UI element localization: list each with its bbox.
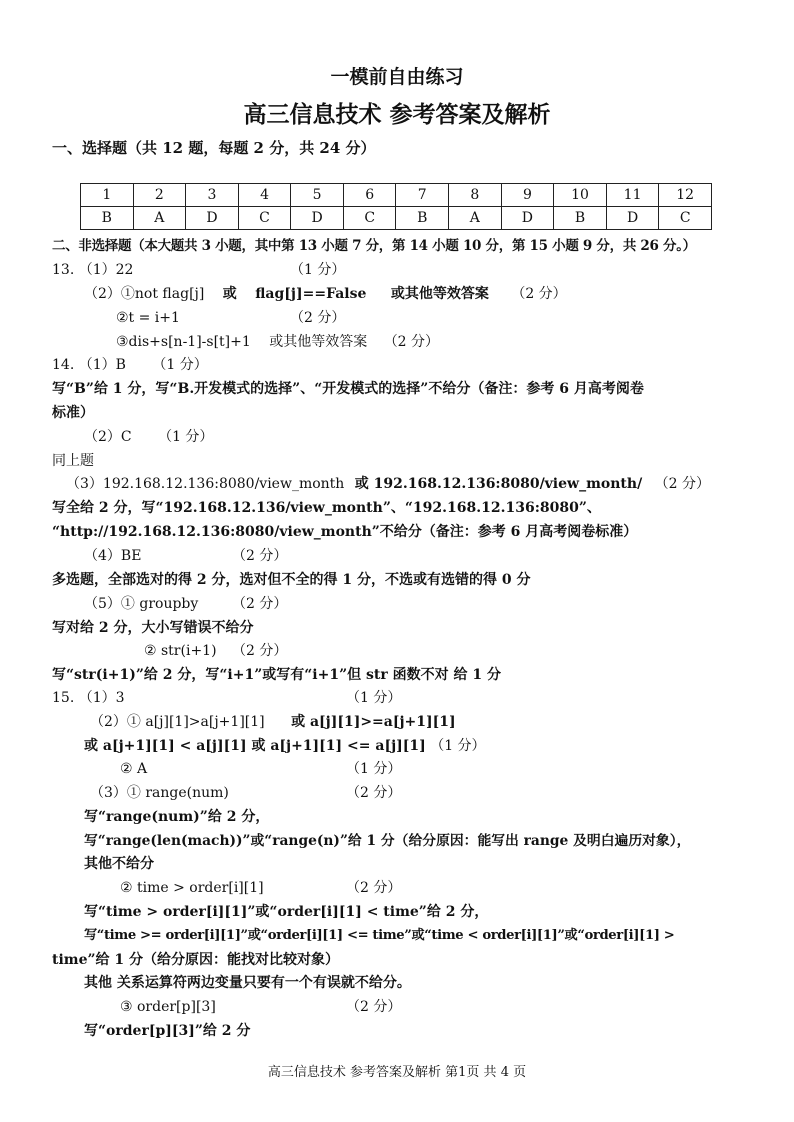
q14-rule1: 写“B”给 1 分，写“B.开发模式的选择”、“开发模式的选择”不给分（备注：参考 6 月高考阅卷 [52, 381, 644, 397]
q14-part4-score: （2 分） [232, 548, 288, 564]
q13-part3: ②t = i+1 [116, 310, 180, 326]
q15-rule4b: 写“range(len(mach))”或“range(n)”给 1 分（给分原因：能写出 range 及明白遍历对象）， [84, 833, 691, 849]
q15-part6-score: （2 分） [346, 999, 402, 1015]
q15-part3-score: （1 分） [346, 761, 402, 777]
table-cell: A [133, 207, 186, 230]
page-title: 高三信息技术 参考答案及解析 [243, 101, 551, 128]
score-text: （2 分） [654, 476, 710, 492]
table-cell: D [501, 207, 554, 230]
q15-rule5b: 写“time >= order[i][1]”或“order[i][1] <= time”或“time < order[i][1]”或“order[i][1] > [84, 928, 675, 943]
note-text: 或其他等效答案 [390, 286, 489, 302]
q15-part2-alt [84, 736, 486, 756]
q15-rule6: 写“order[p][3]”给 2 分 [84, 1023, 251, 1039]
q14-rule6: 写“str(i+1)”给 2 分，写“i+1”或写有“i+1”但 str 函数不对 给 1 分 [52, 667, 501, 683]
q13-part2 [84, 284, 567, 304]
table-cell: C [659, 207, 712, 230]
table-cell: 8 [449, 184, 502, 207]
answer-table [80, 183, 712, 230]
q14-part3 [66, 474, 710, 494]
q15-part3: ② A [120, 761, 148, 777]
score-text: （2 分） [511, 286, 567, 302]
table-cell: 1 [81, 184, 134, 207]
q13-part1-score: （1 分） [290, 262, 346, 278]
score-text: （1 分） [430, 738, 486, 754]
score-text: （1 分） [158, 429, 214, 445]
q14-part4: （4）BE [84, 548, 142, 564]
or-text: 或 [222, 286, 237, 302]
q14-rule3: 写全给 2 分，写“192.168.12.136/view_month”、“192.168.12.136:8080”、 [52, 500, 601, 516]
q13-part1: 13. （1）22 [52, 262, 134, 278]
table-cell: D [291, 207, 344, 230]
table-cell: C [343, 207, 396, 230]
table-cell: 9 [501, 184, 554, 207]
table-cell: B [554, 207, 607, 230]
table-cell: 7 [396, 184, 449, 207]
note-text: 或其他等效答案 [269, 334, 368, 350]
answer-text: ③dis+s[n-1]-s[t]+1 [116, 334, 251, 350]
section1-heading: 一、选择题（共 12 题，每题 2 分，共 24 分） [52, 139, 376, 157]
answer-text: 或 a[j][1]>=a[j+1][1] [291, 714, 456, 730]
answer-text: （2）① a[j][1]>a[j+1][1] [90, 714, 265, 730]
answer-text: flag[j]==False [255, 286, 367, 302]
q14-rule1-cont: 标准） [52, 405, 94, 421]
subtitle: 一模前自由练习 [330, 66, 464, 88]
q14-part5-score: （2 分） [232, 596, 288, 612]
q15-part4: （3）① range(num) [90, 785, 229, 801]
answer-text: （2）①not flag[j] [84, 286, 205, 302]
q14-part2 [84, 427, 213, 447]
q15-rule5a: 写“time > order[i][1]”或“order[i][1] < time”给 2 分， [84, 904, 489, 920]
table-row-numbers [81, 184, 712, 207]
score-text: （2 分） [383, 334, 440, 350]
answer-text: （3）192.168.12.136:8080/view_month [66, 476, 345, 492]
q13-part4 [116, 332, 439, 352]
q15-rule4a: 写“range(num)”给 2 分， [84, 809, 270, 825]
q13-part3-score: （2 分） [290, 310, 346, 326]
page-footer: 高三信息技术 参考答案及解析 第1页 共 4 页 [267, 1065, 527, 1080]
q15-rule5d: 其他 关系运算符两边变量只要有一个有误就不给分。 [84, 975, 411, 991]
table-cell: 12 [659, 184, 712, 207]
table-cell: 2 [133, 184, 186, 207]
q14-rule3-cont: “http://192.168.12.136:8080/view_month”不给分（备注：参考 6 月高考阅卷标准） [52, 524, 638, 540]
answer-text: 或 a[j+1][1] < a[j][1] 或 a[j+1][1] <= a[j][1] [84, 738, 426, 754]
score-text: （1 分） [152, 357, 208, 373]
q14-rule4: 多选题，全部选对的得 2 分，选对但不全的得 1 分，不选或有选错的得 0 分 [52, 572, 531, 588]
table-cell: 10 [554, 184, 607, 207]
table-cell: D [186, 207, 239, 230]
table-cell: 5 [291, 184, 344, 207]
q15-part4-score: （2 分） [346, 785, 402, 801]
section2-heading: 二、非选择题（本大题共 3 小题，其中第 13 小题 7 分，第 14 小题 10 分，第 15 小题 9 分，共 26 分。） [52, 238, 696, 254]
table-cell: 11 [606, 184, 659, 207]
table-cell: 4 [238, 184, 291, 207]
answer-text: 或 192.168.12.136:8080/view_month/ [354, 476, 643, 492]
q14-part1 [52, 355, 208, 375]
answer-text: （2）C [84, 429, 132, 445]
table-cell: B [396, 207, 449, 230]
q15-rule4c: 其他不给分 [84, 856, 154, 872]
table-cell: 6 [343, 184, 396, 207]
answer-text: 14. （1）B [52, 357, 126, 373]
q15-rule5c: time”给 1 分（给分原因：能找对比较对象） [52, 952, 340, 968]
q14-same: 同上题 [52, 453, 94, 469]
table-cell: A [449, 207, 502, 230]
table-cell: B [81, 207, 134, 230]
q15-part1: 15. （1）3 [52, 690, 125, 706]
q15-part1-score: （1 分） [346, 690, 402, 706]
q15-part5-score: （2 分） [346, 880, 402, 896]
q15-part5: ② time > order[i][1] [120, 880, 264, 896]
table-cell: C [238, 207, 291, 230]
table-row-answers [81, 207, 712, 230]
q15-part6: ③ order[p][3] [120, 999, 216, 1015]
q14-part6-score: （2 分） [232, 643, 288, 659]
table-cell: D [606, 207, 659, 230]
q15-part2 [90, 712, 456, 732]
q14-part5: （5）① groupby [84, 596, 199, 612]
table-cell: 3 [186, 184, 239, 207]
q14-rule5: 写对给 2 分，大小写错误不给分 [52, 620, 254, 636]
q14-part6: ② str(i+1) [144, 643, 217, 659]
